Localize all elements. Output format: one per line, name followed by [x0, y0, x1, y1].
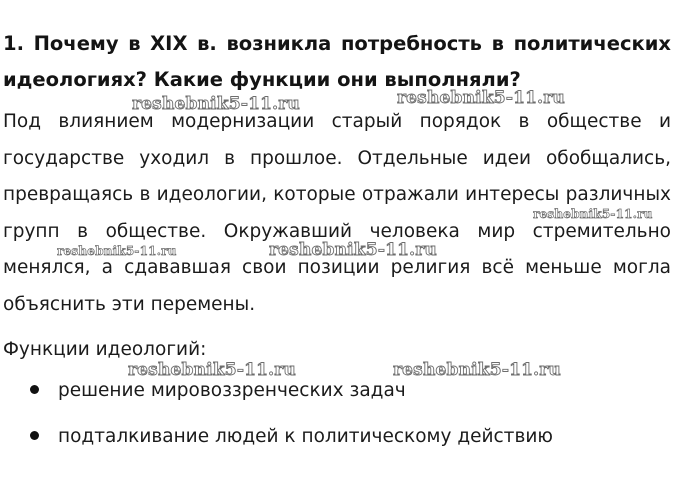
functions-label: Функции идеологий: — [3, 339, 207, 360]
watermark: reshebnik5-11.ru — [397, 88, 565, 108]
list-item-text: решение мировоззренческих задач — [58, 380, 406, 401]
watermark: reshebnik5-11.ru — [533, 207, 653, 221]
watermark: reshebnik5-11.ru — [57, 244, 177, 258]
watermark: reshebnik5-11.ru — [393, 360, 561, 380]
question-heading: 1. Почему в XIX в. возникла потребность в политических идеологиях? Какие функции они выполняли? — [3, 32, 671, 91]
watermark: reshebnik5-11.ru — [128, 360, 296, 380]
watermark: reshebnik5-11.ru — [269, 240, 437, 260]
list-item — [30, 378, 406, 404]
list-item-text: подталкивание людей к политическому действию — [58, 426, 553, 447]
bullet-icon — [30, 431, 39, 440]
list-item — [30, 424, 553, 450]
bullet-icon — [30, 385, 39, 394]
answer-paragraph: Под влиянием модернизации старый порядок в обществе и государстве уходил в прошлое. Отдельные идеи обобщались, превращаясь в идеологии, которые отражали интересы различных групп в обществе. Окружавший человека мир стремительно менялся, а сдававшая свои позиции религия всё меньше могла объяснить эти перемены. — [3, 111, 671, 315]
watermark: reshebnik5-11.ru — [132, 94, 300, 114]
